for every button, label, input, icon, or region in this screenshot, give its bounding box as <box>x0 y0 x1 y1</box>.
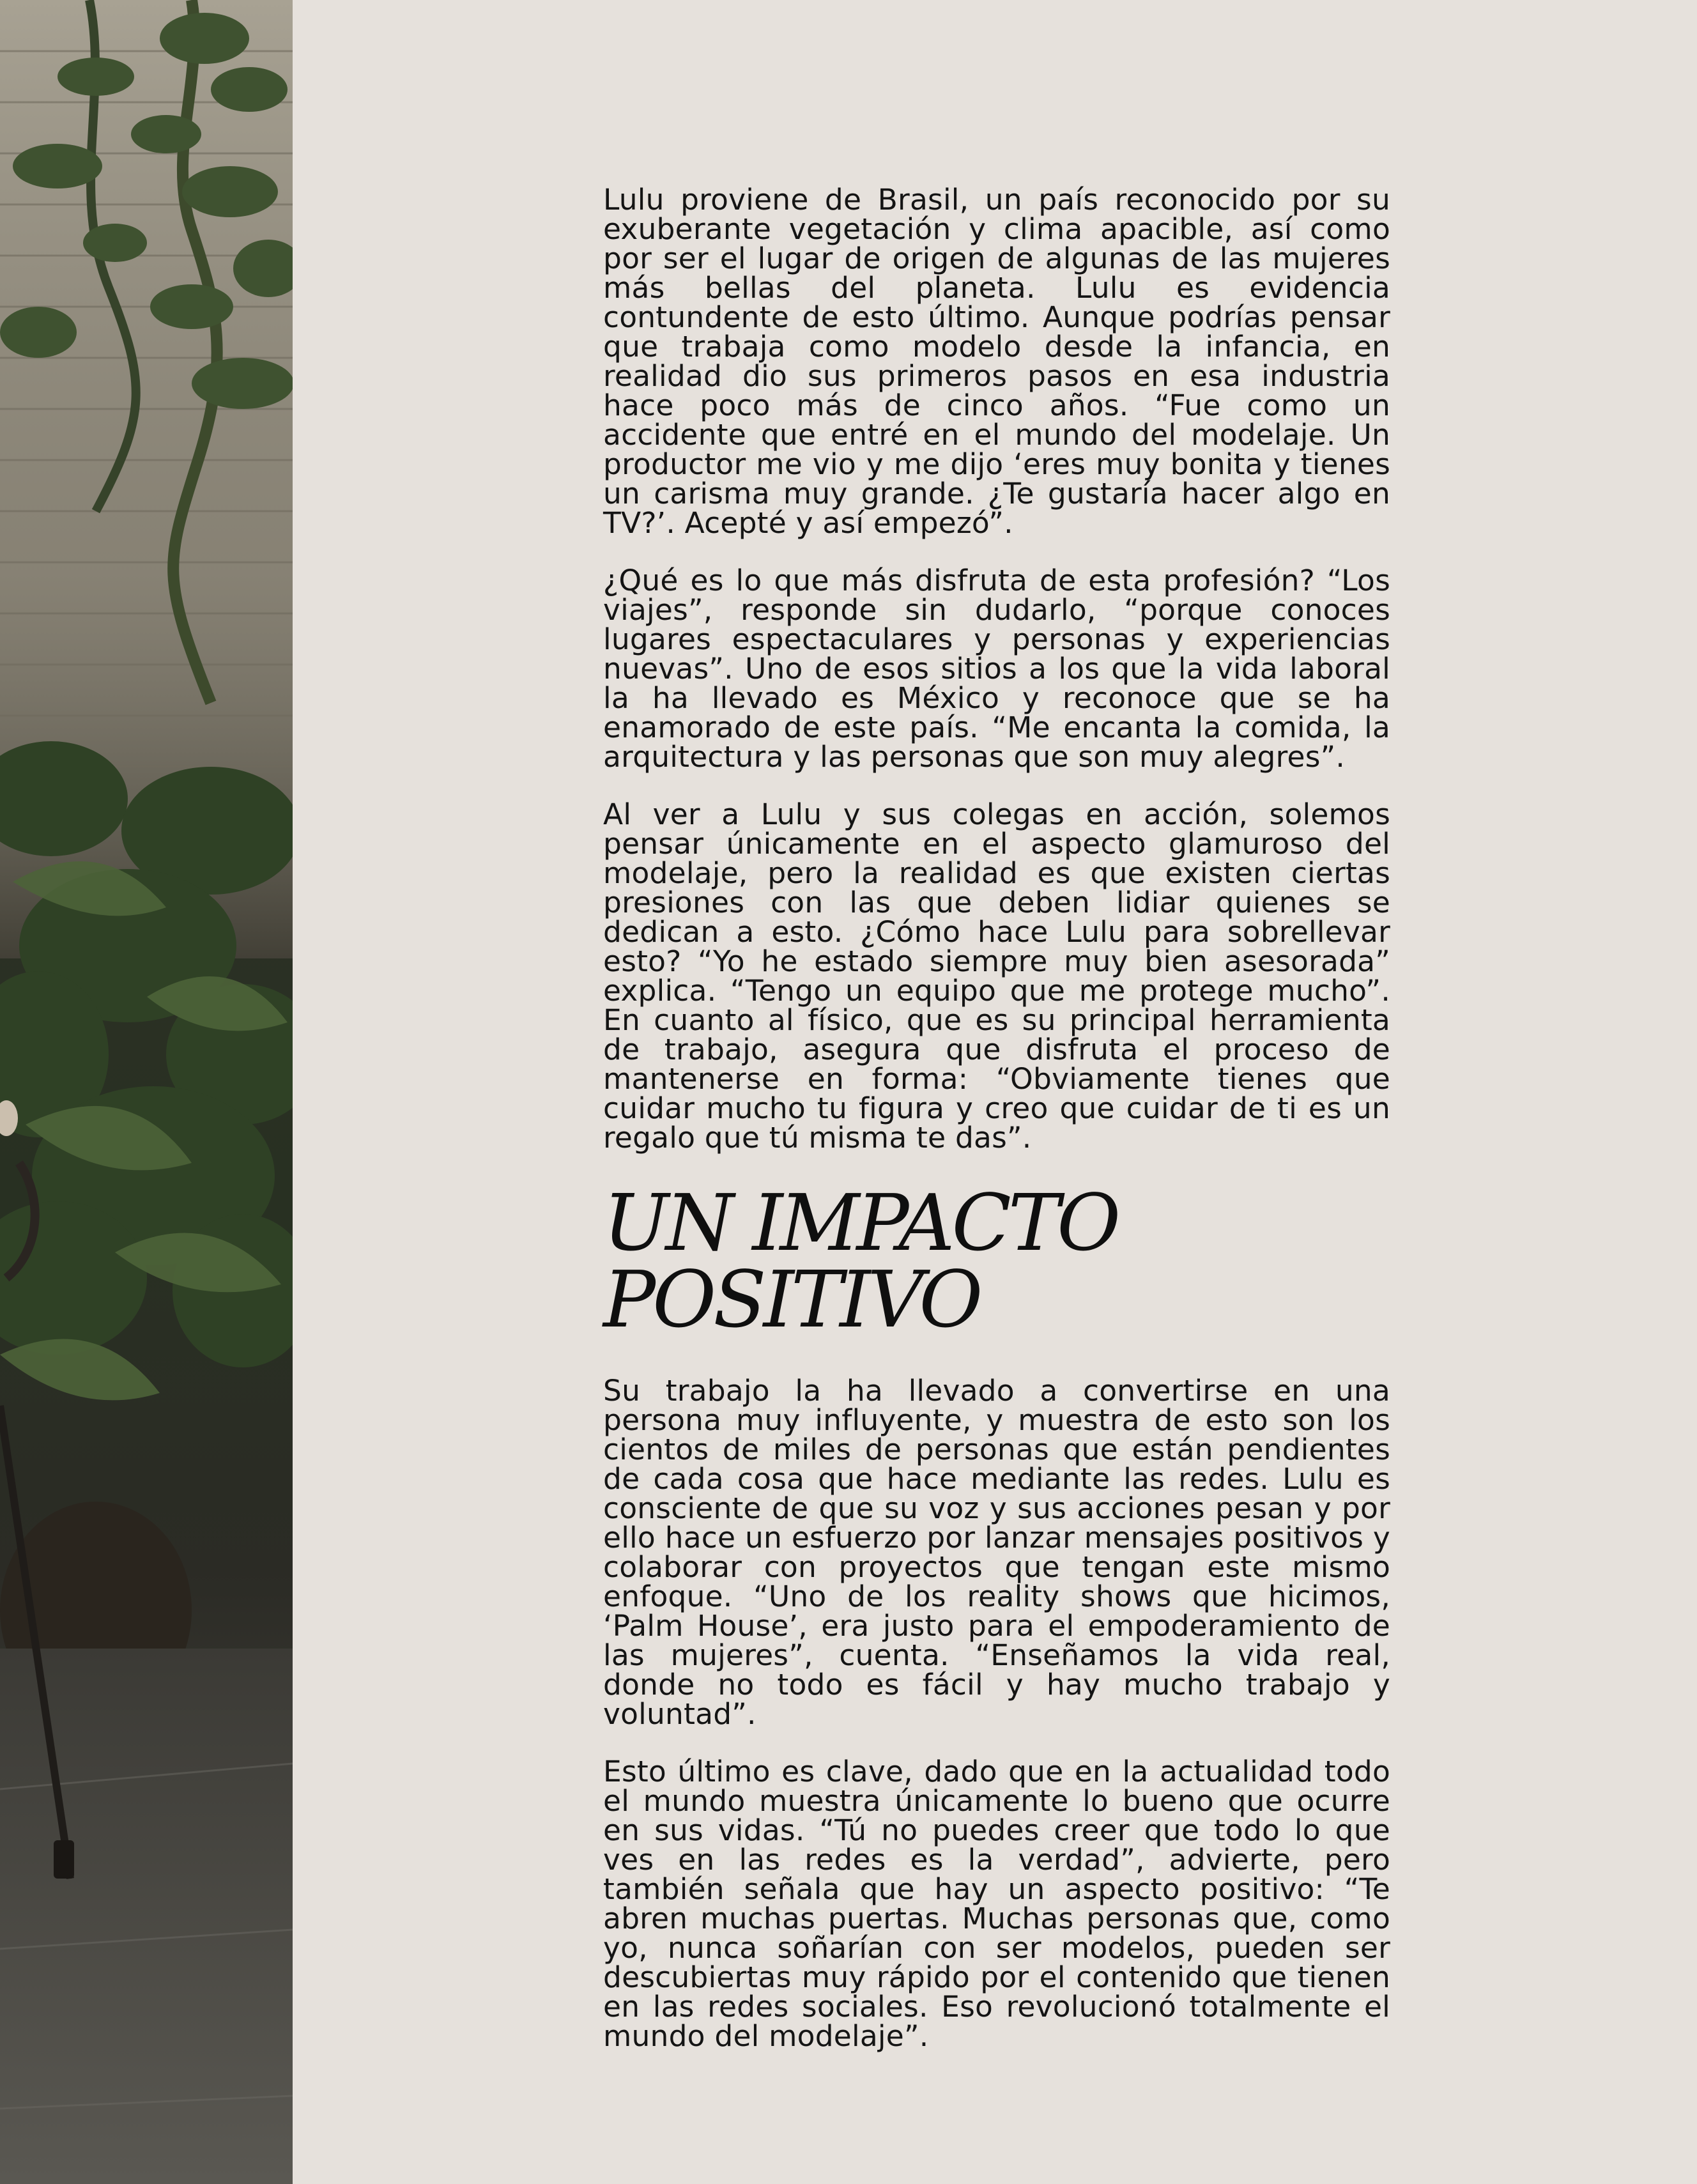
section-heading <box>603 1178 1390 1345</box>
paragraph-social-media: Esto último es clave, dado que en la actualidad todo el mundo muestra únicamente lo bueno que ocurre en sus vidas. “Tú no puedes creer que todo lo que ves en las redes es la verdad”, advierte, pero también señala que hay un aspecto positivo: “Te abren muchas puertas. Muchas personas que, como yo, nunca soñarían con ser modelos, pueden ser descubiertas muy rápido por el contenido que tienen en las redes sociales. Eso revolucionó totalmente el mundo del modelaje”. <box>603 1755 1390 2053</box>
plants-photo <box>0 0 293 2184</box>
paragraph-influence: Su trabajo la ha llevado a convertirse en una persona muy influyente, y muestra de esto son los cientos de miles de personas que están pendientes de cada cosa que hace mediante las redes. Lulu es consciente de que su voz y sus acciones pesan y por ello hace un esfuerzo por lanzar mensajes positivos y colaborar con proyectos que tengan este mismo enfoque. “Uno de los reality shows que hicimos, ‘Palm House’, era justo para el empoderamiento de las mujeres”, cuenta. “Enseñamos la vida real, donde no todo es fácil y hay mucho trabajo y voluntad”. <box>603 1374 1390 1731</box>
paragraph-origin: Lulu proviene de Brasil, un país reconocido por su exuberante vegetación y clima apacible, así como por ser el lugar de origen de algunas de las mujeres más bellas del planeta. Lulu es evidencia contundente de esto último. Aunque podrías pensar que trabaja como modelo desde la infancia, en realidad dio sus primeros pasos en esa industria hace poco más de cinco años. “Fue como un accidente que entré en el mundo del modelaje. Un productor me vio y me dijo ‘eres muy bonita y tienes un carisma muy grande. ¿Te gustaría hacer algo en TV?’. Acepté y así empezó”. <box>603 183 1390 540</box>
paragraph-travel: ¿Qué es lo que más disfruta de esta profesión? “Los viajes”, responde sin dudarlo, “porque conoces lugares espectaculares y personas y experiencias nuevas”. Uno de esos sitios a los que la vida laboral la ha llevado es México y reconoce que se ha enamorado de este país. “Me encanta la comida, la arquitectura y las personas que son muy alegres”. <box>603 564 1390 774</box>
section-heading-line1: UN IMPACTO <box>603 1178 1118 1268</box>
paragraph-pressures: Al ver a Lulu y sus colegas en acción, solemos pensar únicamente en el aspecto glamuroso del modelaje, pero la realidad es que existen ciertas presiones con las que deben lidiar quienes se dedican a esto. ¿Cómo hace Lulu para sobrellevar esto? “Yo he estado siempre muy bien asesorada” explica. “Tengo un equipo que me protege mucho”. En cuanto al físico, que es su principal herramienta de trabajo, asegura que disfruta el proceso de mantenerse en forma: “Obviamente tienes que cuidar mucho tu figura y creo que cuidar de ti es un regalo que tú misma te das”. <box>603 797 1390 1155</box>
article-page <box>293 0 1697 2184</box>
photo-strip-plants <box>0 0 293 2184</box>
section-heading-line2: POSITIVO <box>603 1254 980 1345</box>
article-column <box>603 185 1390 2051</box>
